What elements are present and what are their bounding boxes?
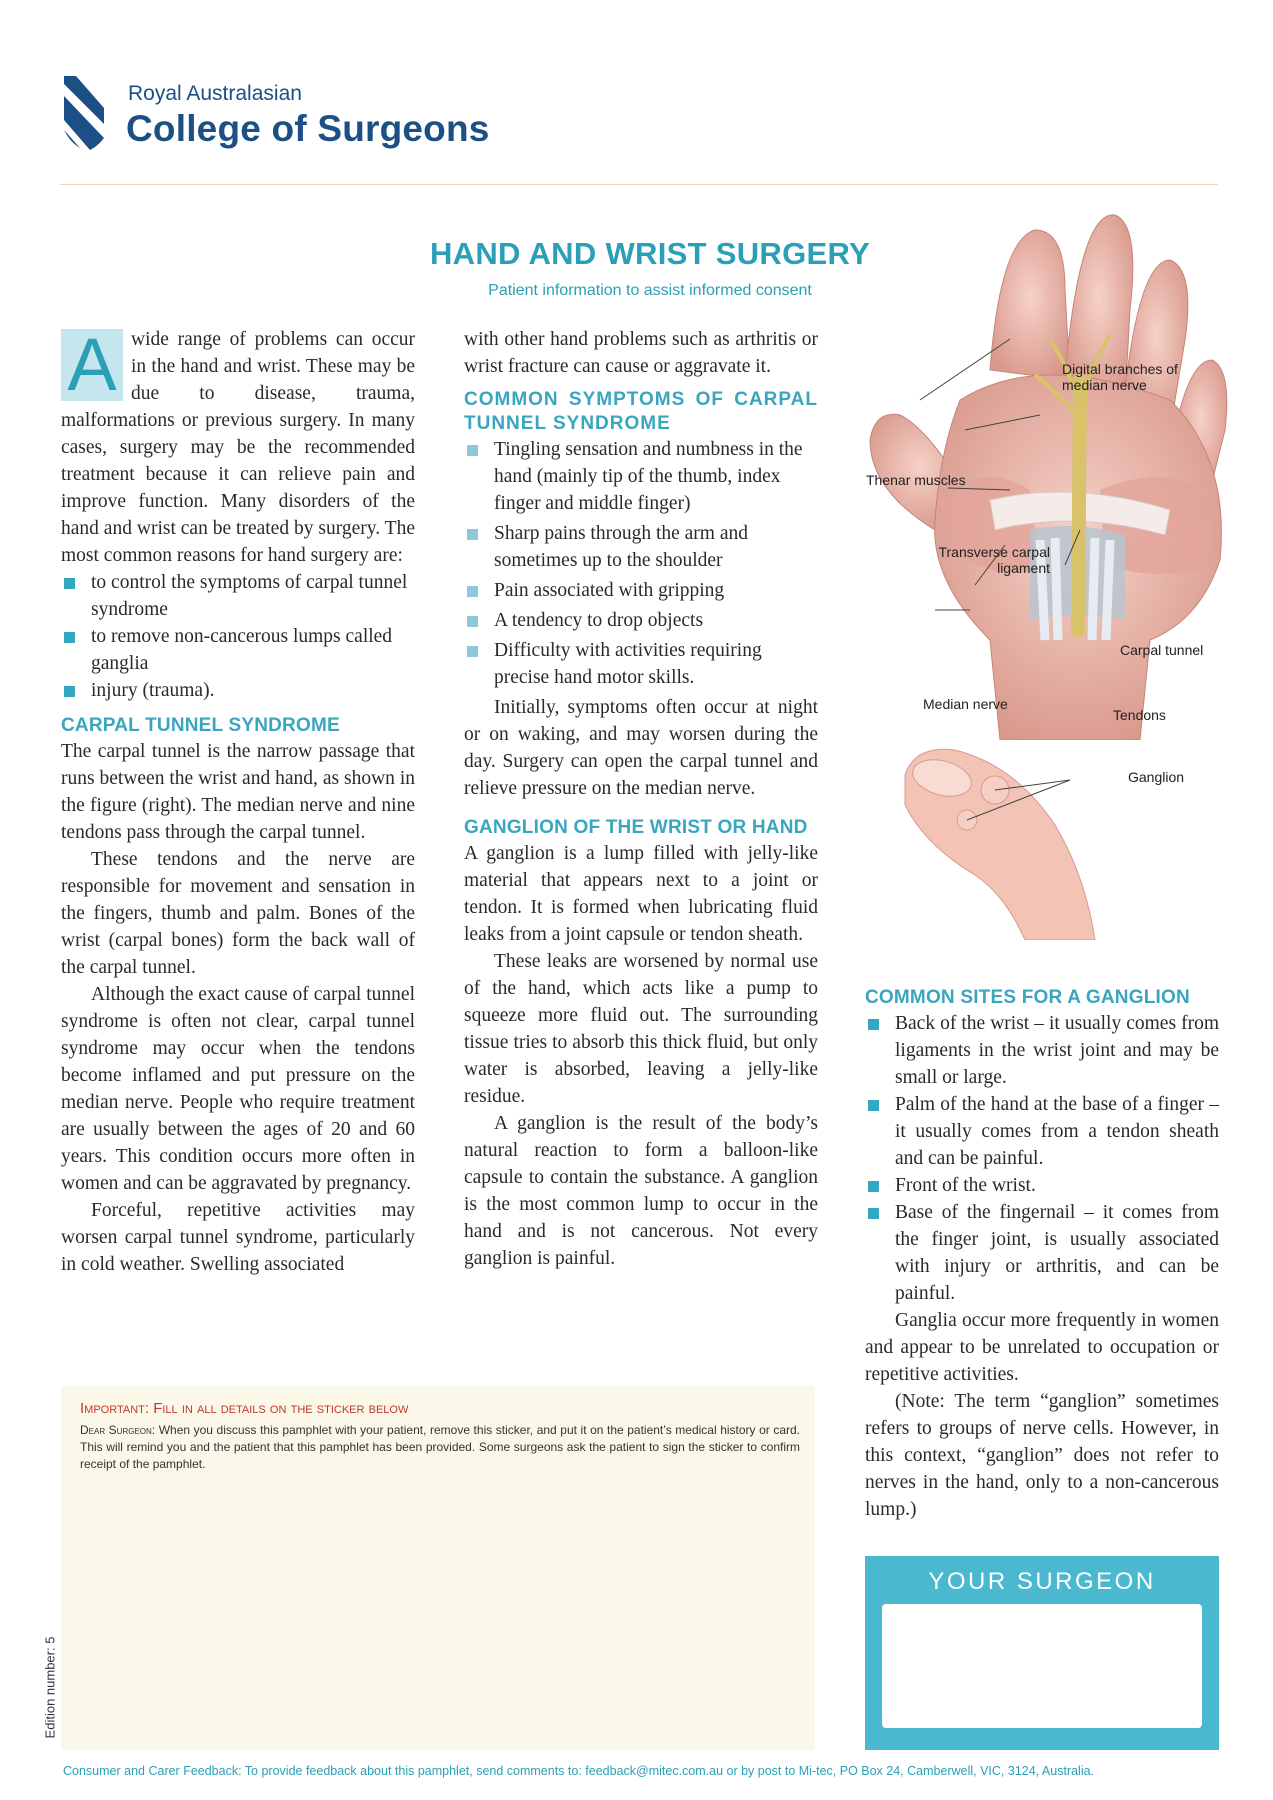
carpal-tunnel-illustration <box>840 200 1240 740</box>
bullet-icon <box>868 1100 879 1111</box>
column-3 <box>865 986 1219 1523</box>
column-2 <box>464 326 818 1272</box>
label-transverse-ligament: Transverse carpal ligament <box>938 544 1050 576</box>
rcs-shield-icon <box>60 74 108 154</box>
ganglion-p3: A ganglion is the result of the body’s natural reaction to form a balloon-like capsule to contain the substance. A ganglion is the most common lump to occur in the hand and is not cancerous. Not every ganglion is painful. <box>464 1113 818 1269</box>
column-1 <box>61 323 415 1278</box>
ganglion-p1: A ganglion is a lump filled with jelly-like material that appears next to a joint or tendon. It is formed when lubricating fluid leaks from a joint capsule or tendon sheath. <box>464 843 818 945</box>
page-title: HAND AND WRIST SURGERY <box>429 236 871 271</box>
brand-line1: Royal Australasian <box>128 82 302 105</box>
intro-text: wide range of problems can occur in the hand and wrist. These may be due to disease, trauma, malformations or previous surgery. In many cases, surgery may be the recommended treatment because it can relieve pain and improve function. Many disorders of the hand and wrist can be treated by surgery. The most common reasons for hand surgery are: <box>61 329 415 566</box>
list-item: Tingling sensation and numbness in the hand (mainly tip of the thumb, index finger and middle finger) <box>464 436 818 517</box>
label-ganglion: Ganglion <box>1128 769 1185 785</box>
bullet-icon <box>64 632 75 643</box>
header-divider <box>60 184 1218 185</box>
sticker-box <box>61 1386 815 1750</box>
list-item: A tendency to drop objects <box>464 607 818 634</box>
heading-sites: COMMON SITES FOR A GANGLION <box>865 987 1190 1008</box>
list-item: to remove non-cancerous lumps called ganglia <box>61 623 415 677</box>
reasons-list <box>61 569 415 704</box>
sites-list <box>865 1010 1219 1307</box>
edition-number: Edition number: 5 <box>42 1636 58 1739</box>
your-surgeon-heading: YOUR SURGEON <box>928 1568 1156 1595</box>
list-item: Base of the fingernail – it comes from the finger joint, is usually associated with injury or arthritis, and can be painful. <box>865 1199 1219 1307</box>
brand-line2: College of Surgeons <box>126 108 490 149</box>
drop-cap: A <box>61 329 123 401</box>
logo <box>60 74 500 154</box>
list-item: Palm of the hand at the base of a finger – it usually comes from a tendon sheath and can be painful. <box>865 1091 1219 1172</box>
heading-cts: CARPAL TUNNEL SYNDROME <box>61 715 340 736</box>
bullet-icon <box>64 578 75 589</box>
symptoms-list <box>464 436 818 691</box>
sites-p1: Ganglia occur more frequently in women and appear to be unrelated to occupation or repetitive activities. <box>865 1310 1219 1385</box>
bullet-icon <box>64 686 75 697</box>
sticker-lead: Dear Surgeon: <box>80 1423 156 1437</box>
label-digital-branches: Digital branches of median nerve <box>1062 361 1178 393</box>
bullet-icon <box>868 1208 879 1219</box>
cts-p4-continued: with other hand problems such as arthritis or wrist fracture can cause or aggravate it. <box>464 329 818 377</box>
intro-paragraph <box>61 323 415 569</box>
label-thenar-muscles: Thenar muscles <box>866 472 966 488</box>
your-surgeon-box <box>865 1556 1219 1750</box>
list-item: Front of the wrist. <box>865 1172 1219 1199</box>
sticker-body: When you discuss this pamphlet with your patient, remove this sticker, and put it on the patient’s medical history or card. This will remind you and the patient that this pamphlet has been provided. Some surgeons ask the patient to sign the sticker to confirm receipt of the pamphlet. <box>80 1423 801 1471</box>
list-item: Back of the wrist – it usually comes from ligaments in the wrist joint and may be small or large. <box>865 1010 1219 1091</box>
bullet-icon <box>467 646 478 657</box>
footer-feedback: Consumer and Carer Feedback: To provide feedback about this pamphlet, send comments to: feedback@mitec.com.au or by post to Mi-tec, PO Box 24, Camberwell, VIC, 3124, Australia. <box>63 1764 1095 1778</box>
cts-p1: The carpal tunnel is the narrow passage that runs between the wrist and hand, as shown in the figure (right). The median nerve and nine tendons pass through the carpal tunnel. <box>61 741 415 843</box>
finger-ganglion-illustration <box>895 735 1115 940</box>
list-item: Sharp pains through the arm and sometimes up to the shoulder <box>464 520 818 574</box>
list-item: injury (trauma). <box>61 677 415 704</box>
label-tendons: Tendons <box>1113 707 1166 723</box>
bullet-icon <box>467 445 478 456</box>
bullet-icon <box>467 616 478 627</box>
bullet-icon <box>868 1181 879 1192</box>
label-carpal-tunnel: Carpal tunnel <box>1120 642 1204 658</box>
heading-ganglion: GANGLION OF THE WRIST OR HAND <box>464 817 808 838</box>
bullet-icon <box>467 529 478 540</box>
list-item: Pain associated with gripping <box>464 577 818 604</box>
ganglion-p2: These leaks are worsened by normal use of the hand, which acts like a pump to squeeze more fluid out. The surrounding tissue tries to absorb this thick fluid, but only water is absorbed, leaving a jelly-like residue. <box>464 951 818 1107</box>
cts-p2: These tendons and the nerve are responsible for movement and sensation in the fingers, thumb and palm. Bones of the wrist (carpal bones) form the back wall of the carpal tunnel. <box>61 849 415 978</box>
sites-p2: (Note: The term “ganglion” sometimes refers to groups of nerve cells. However, in this context, “ganglion” does not refer to nerves in the hand, only to a non-cancerous lump.) <box>865 1391 1219 1520</box>
page-subtitle: Patient information to assist informed consent <box>488 282 812 299</box>
list-item: to control the symptoms of carpal tunnel syndrome <box>61 569 415 623</box>
symptoms-after: Initially, symptoms often occur at night or on waking, and may worsen during the day. Surgery can open the carpal tunnel and relieve pressure on the median nerve. <box>464 697 818 799</box>
bullet-icon <box>868 1019 879 1030</box>
bullet-icon <box>467 586 478 597</box>
cts-p4: Forceful, repetitive activities may worsen carpal tunnel syndrome, particularly in cold weather. Swelling associated <box>61 1200 415 1275</box>
surgeon-name-field[interactable] <box>882 1604 1202 1728</box>
cts-p3: Although the exact cause of carpal tunnel syndrome is often not clear, carpal tunnel syndrome may occur when the tendons become inflamed and put pressure on the median nerve. People who require treatment are usually between the ages of 20 and 60 years. This condition occurs more often in women and can be aggravated by pregnancy. <box>61 984 415 1194</box>
heading-symptoms: COMMON SYMPTOMS OF CARPAL TUNNEL SYNDROME <box>464 389 818 434</box>
sticker-text <box>80 1422 800 1473</box>
list-item: Difficulty with activities requiring precise hand motor skills. <box>464 637 818 691</box>
sticker-heading: Important: Fill in all details on the sticker below <box>80 1400 409 1417</box>
label-median-nerve: Median nerve <box>923 696 1008 712</box>
